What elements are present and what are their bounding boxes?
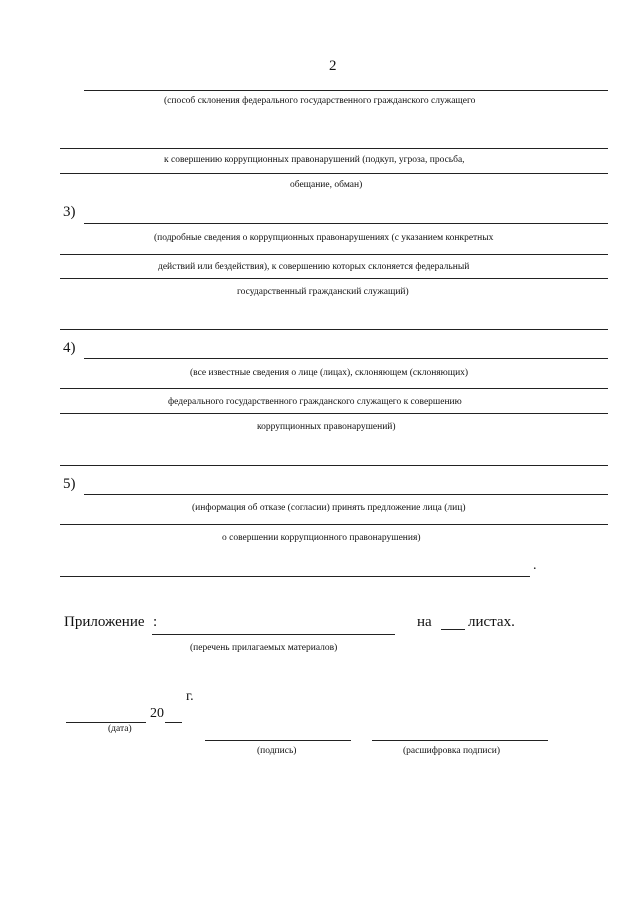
input-line[interactable] [60, 524, 608, 525]
year-field[interactable] [165, 722, 182, 723]
attachment-label: Приложение [64, 614, 145, 630]
section-number: 3) [63, 204, 76, 220]
section-number: 4) [63, 340, 76, 356]
field-caption: (все известные сведения о лице (лицах), склоняющем (склоняющих) [190, 368, 469, 378]
attachment-sheets-label: листах. [468, 614, 515, 630]
date-caption: (дата) [108, 724, 132, 734]
input-line[interactable] [60, 148, 608, 149]
field-caption: (подробные сведения о коррупционных правонарушениях (с указанием конкретных [154, 233, 494, 243]
field-caption: к совершению коррупционных правонарушений (подкуп, угроза, просьба, [164, 155, 465, 165]
signature-decoding-field[interactable] [372, 740, 548, 741]
signature-decoding-caption: (расшифровка подписи) [403, 746, 500, 756]
input-line[interactable] [60, 278, 608, 279]
signature-field[interactable] [205, 740, 351, 741]
field-caption: (информация об отказе (согласии) принять предложение лица (лиц) [192, 503, 466, 513]
attachment-colon: : [153, 614, 158, 630]
input-line[interactable] [60, 173, 608, 174]
input-line[interactable] [60, 254, 608, 255]
field-caption: (перечень прилагаемых материалов) [190, 643, 338, 653]
attachment-on-label: на [417, 614, 432, 630]
end-mark: . [533, 558, 537, 573]
input-line[interactable] [84, 90, 608, 91]
field-caption: государственный гражданский служащий) [237, 287, 409, 297]
date-field[interactable] [66, 722, 146, 723]
section-number: 5) [63, 476, 76, 492]
field-caption: федерального государственного гражданского служащего к совершению [168, 397, 462, 407]
input-line[interactable] [60, 329, 608, 330]
input-line[interactable] [60, 465, 608, 466]
year-prefix: 20 [150, 706, 164, 721]
field-caption: коррупционных правонарушений) [257, 422, 396, 432]
input-line[interactable] [84, 494, 608, 495]
input-line[interactable] [84, 223, 608, 224]
year-suffix: г. [186, 689, 194, 704]
input-line[interactable] [60, 576, 530, 577]
page-number: 2 [329, 58, 337, 74]
attachment-list-field[interactable] [152, 634, 395, 635]
field-caption: (способ склонения федерального государственного гражданского служащего [164, 96, 476, 106]
field-caption: действий или бездействия), к совершению которых склоняется федеральный [158, 262, 470, 272]
input-line[interactable] [84, 358, 608, 359]
sheet-count-field[interactable] [441, 629, 465, 630]
field-caption: о совершении коррупционного правонарушения) [222, 533, 421, 543]
input-line[interactable] [60, 413, 608, 414]
field-caption: обещание, обман) [290, 180, 363, 190]
signature-caption: (подпись) [257, 746, 297, 756]
input-line[interactable] [60, 388, 608, 389]
